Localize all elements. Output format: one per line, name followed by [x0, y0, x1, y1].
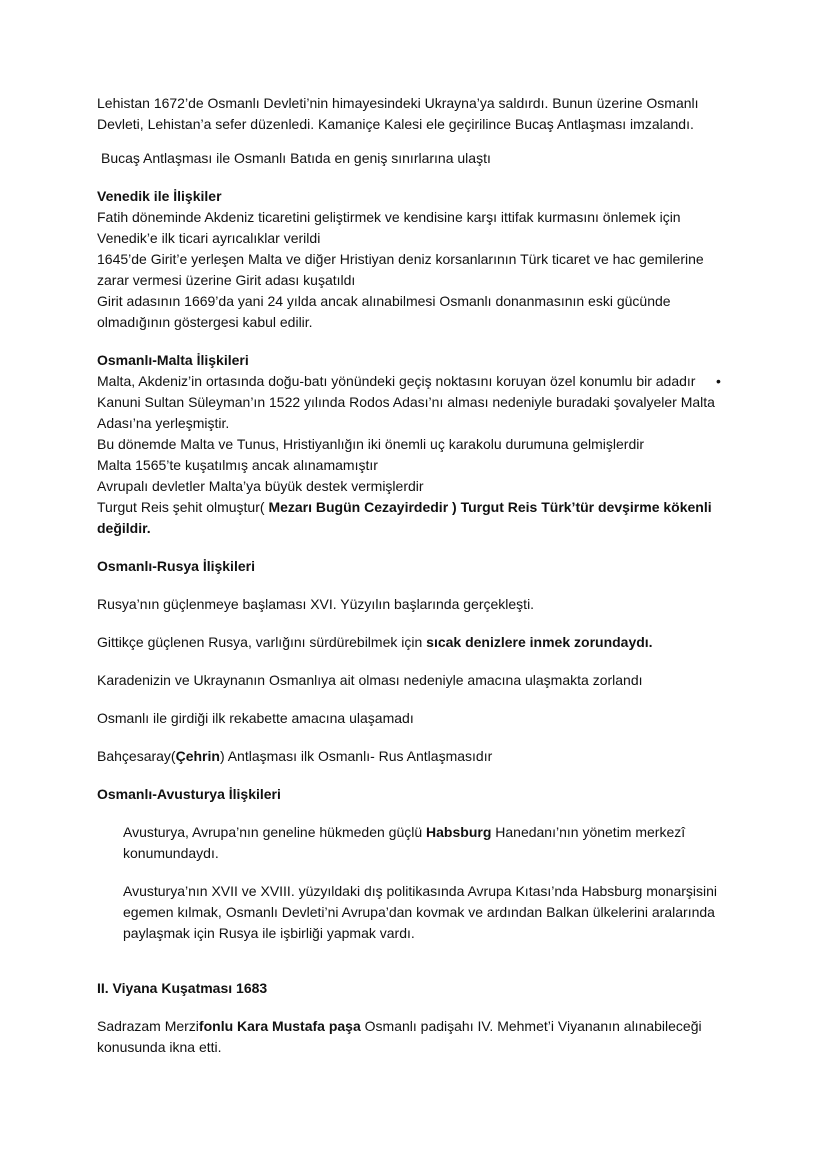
rusya-line-5-c: ) Antlaşması ilk Osmanlı- Rus Antlaşmasıdır — [219, 748, 493, 764]
malta-line-6-bold: Mezarı Bugün Cezayirdedir ) Turgut Reis Türk’tür devşirme kökenli değildir. — [97, 499, 712, 536]
rusya-line-5-bold: Çehrin — [175, 748, 220, 764]
rusya-line-1: Rusya’nın güçlenmeye başlaması XVI. Yüzyılın başlarında gerçekleşti. — [97, 596, 535, 612]
malta-line-1-text: Malta, Akdeniz’in ortasında doğu-batı yönündeki geçiş noktasını koruyan özel konumlu bir adadır — [97, 373, 696, 389]
avusturya-p1-c: Hanedanı’nın yönetim merkezî konumundaydı. — [123, 824, 686, 861]
viyana-paragraph — [97, 1016, 737, 1058]
rusya-line-2 — [97, 632, 737, 653]
paragraph-lehistan: Lehistan 1672’de Osmanlı Devleti’nin himayesindeki Ukrayna’ya saldırdı. Bunun üzerine Osmanlı Devleti, Lehistan’a sefer düzenledi. Kamaniçe Kalesi ele geçirilince Bucaş Antlaşması imzalandı. — [97, 95, 699, 132]
paragraph-bucas: Bucaş Antlaşması ile Osmanlı Batıda en geniş sınırlarına ulaştı — [101, 150, 491, 166]
avusturya-p1-a: Avusturya, Avrupa’nın geneline hükmeden güçlü — [123, 824, 427, 840]
heading-viyana: II. Viyana Kuşatması 1683 — [97, 980, 268, 996]
viyana-p-bold: fonlu Kara Mustafa paşa — [198, 1018, 361, 1034]
venedik-line-1: Fatih döneminde Akdeniz ticaretini geliştirmek ve kendisine karşı ittifak kurmasını önlemek için Venedik’e ilk ticari ayrıcalıklar verildi — [97, 209, 681, 246]
malta-line-6 — [97, 497, 737, 539]
malta-line-6-plain: Turgut Reis şehit olmuştur( — [97, 499, 269, 515]
document-page — [97, 93, 737, 1058]
viyana-p-c: Osmanlı padişahı IV. Mehmet’i Viyananın alınabileceği konusunda ikna etti. — [97, 1018, 702, 1055]
rusya-line-5 — [97, 746, 737, 767]
rusya-line-3: Karadenizin ve Ukraynanın Osmanlıya ait olması nedeniyle amacına ulaşmakta zorlandı — [97, 672, 643, 688]
malta-line-1 — [97, 371, 737, 392]
malta-line-3: Bu dönemde Malta ve Tunus, Hristiyanlığın iki önemli uç karakolu durumuna gelmişlerdir — [97, 436, 645, 452]
venedik-line-2: 1645’de Girit’e yerleşen Malta ve diğer Hristiyan deniz korsanlarının Türk ticaret ve hac gemilerine zarar vermesi üzerine Girit adası kuşatıldı — [97, 251, 704, 288]
rusya-line-2-plain: Gittikçe güçlenen Rusya, varlığını sürdürebilmek için — [97, 634, 427, 650]
heading-rusya: Osmanlı-Rusya İlişkileri — [97, 558, 255, 574]
rusya-line-2-bold: sıcak denizlere inmek zorundaydı. — [426, 634, 653, 650]
bullet-marker: • — [716, 373, 721, 389]
rusya-line-4: Osmanlı ile girdiği ilk rekabette amacına ulaşamadı — [97, 710, 414, 726]
malta-line-5: Avrupalı devletler Malta’ya büyük destek vermişlerdir — [97, 478, 424, 494]
avusturya-p1-bold: Habsburg — [426, 824, 492, 840]
malta-line-2: Kanuni Sultan Süleyman’ın 1522 yılında Rodos Adası’nı alması nedeniyle buradaki şovalyeler Malta Adası’na yerleşmiştir. — [97, 394, 715, 431]
viyana-p-a: Sadrazam Merzi — [97, 1018, 199, 1034]
avusturya-paragraph-1 — [97, 822, 737, 864]
rusya-line-5-a: Bahçesaray( — [97, 748, 176, 764]
malta-line-4: Malta 1565’te kuşatılmış ancak alınamamıştır — [97, 457, 378, 473]
venedik-line-3: Girit adasının 1669’da yani 24 yılda ancak alınabilmesi Osmanlı donanmasının eski gücünde olmadığının göstergesi kabul edilir. — [97, 293, 671, 330]
avusturya-paragraph-2: Avusturya’nın XVII ve XVIII. yüzyıldaki dış politikasında Avrupa Kıtası’nda Habsburg monarşisini egemen kılmak, Osmanlı Devleti’ni Avrupa’dan kovmak ve ardından Balkan ülkelerini aralarında paylaşmak için Rusya ile işbirliği yapmak vardı. — [123, 883, 718, 941]
heading-malta: Osmanlı-Malta İlişkileri — [97, 352, 249, 368]
heading-venedik: Venedik ile İlişkiler — [97, 188, 222, 204]
heading-avusturya: Osmanlı-Avusturya İlişkileri — [97, 786, 281, 802]
